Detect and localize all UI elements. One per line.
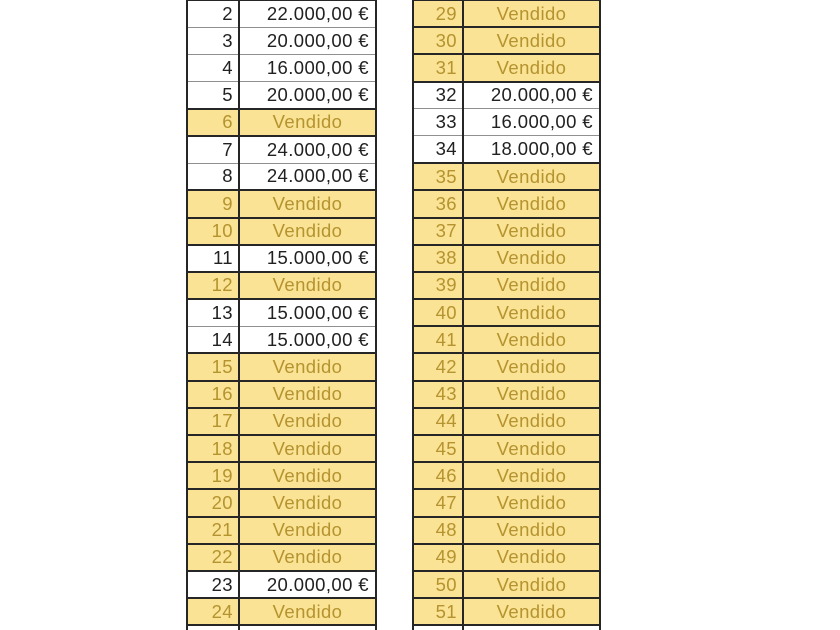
price-table-right-body — [413, 0, 600, 630]
price-value-cell[interactable] — [463, 625, 600, 630]
table-row — [413, 408, 600, 435]
sold-status-cell[interactable]: Vendido — [463, 517, 600, 544]
table-row — [413, 190, 600, 217]
sold-status-cell[interactable]: Vendido — [463, 462, 600, 489]
price-value-cell[interactable]: 20.000,00 € — [239, 82, 376, 109]
table-row — [187, 0, 376, 27]
sold-status-cell[interactable]: Vendido — [239, 109, 376, 136]
row-number-cell[interactable]: 42 — [413, 353, 463, 380]
table-row — [413, 109, 600, 136]
row-number-cell[interactable]: 31 — [413, 54, 463, 81]
price-value-cell[interactable]: 16.000,00 € — [463, 109, 600, 136]
sold-status-cell[interactable]: Vendido — [239, 489, 376, 516]
table-row — [187, 82, 376, 109]
row-number-cell[interactable]: 2 — [187, 0, 239, 27]
table-row — [187, 218, 376, 245]
table-row — [413, 299, 600, 326]
row-number-cell[interactable] — [413, 625, 463, 630]
sold-status-cell[interactable]: Vendido — [463, 245, 600, 272]
price-value-cell[interactable]: 24.000,00 € — [239, 136, 376, 163]
row-number-cell[interactable]: 39 — [413, 272, 463, 299]
table-row — [187, 326, 376, 353]
row-number-cell[interactable]: 19 — [187, 462, 239, 489]
row-number-cell[interactable]: 6 — [187, 109, 239, 136]
row-number-cell[interactable]: 35 — [413, 163, 463, 190]
row-number-cell[interactable]: 46 — [413, 462, 463, 489]
table-row — [413, 489, 600, 516]
table-row — [187, 571, 376, 598]
table-row — [413, 245, 600, 272]
row-number-cell[interactable]: 13 — [187, 299, 239, 326]
table-row — [187, 163, 376, 190]
table-row — [187, 190, 376, 217]
row-number-cell[interactable]: 44 — [413, 408, 463, 435]
table-row — [413, 381, 600, 408]
table-row — [413, 571, 600, 598]
row-number-cell[interactable]: 43 — [413, 381, 463, 408]
table-row — [187, 27, 376, 54]
sold-status-cell[interactable]: Vendido — [463, 54, 600, 81]
price-value-cell[interactable]: 15.000,00 € — [239, 245, 376, 272]
sold-status-cell[interactable]: Vendido — [239, 544, 376, 571]
table-row — [413, 136, 600, 163]
sold-status-cell[interactable]: Vendido — [239, 598, 376, 625]
table-row — [413, 625, 600, 630]
table-row — [413, 598, 600, 625]
table-row — [187, 272, 376, 299]
price-value-cell[interactable]: 20.000,00 € — [239, 571, 376, 598]
table-row — [413, 326, 600, 353]
row-number-cell[interactable]: 45 — [413, 435, 463, 462]
row-number-cell[interactable]: 49 — [413, 544, 463, 571]
table-row — [413, 462, 600, 489]
price-table-right — [412, 0, 601, 630]
row-number-cell[interactable]: 3 — [187, 27, 239, 54]
row-number-cell[interactable]: 47 — [413, 489, 463, 516]
price-value-cell[interactable]: 16.000,00 € — [239, 54, 376, 81]
row-number-cell[interactable]: 34 — [413, 136, 463, 163]
row-number-cell[interactable]: 23 — [187, 571, 239, 598]
row-number-cell[interactable]: 7 — [187, 136, 239, 163]
row-number-cell[interactable]: 17 — [187, 408, 239, 435]
table-row — [187, 408, 376, 435]
sold-status-cell[interactable]: Vendido — [463, 435, 600, 462]
row-number-cell[interactable]: 51 — [413, 598, 463, 625]
row-number-cell[interactable]: 24 — [187, 598, 239, 625]
table-row — [187, 625, 376, 630]
sold-status-cell[interactable]: Vendido — [463, 326, 600, 353]
sold-status-cell[interactable]: Vendido — [463, 272, 600, 299]
price-value-cell[interactable]: 18.000,00 € — [463, 136, 600, 163]
sold-status-cell[interactable]: Vendido — [239, 408, 376, 435]
row-number-cell[interactable]: 41 — [413, 326, 463, 353]
sold-status-cell[interactable]: Vendido — [239, 272, 376, 299]
row-number-cell[interactable]: 50 — [413, 571, 463, 598]
price-value-cell[interactable]: 20.000,00 € — [463, 82, 600, 109]
row-number-cell[interactable]: 40 — [413, 299, 463, 326]
sold-status-cell[interactable]: Vendido — [463, 27, 600, 54]
table-row — [413, 163, 600, 190]
row-number-cell[interactable]: 22 — [187, 544, 239, 571]
price-value-cell[interactable]: 20.000,00 € — [239, 27, 376, 54]
price-value-cell[interactable]: 15.000,00 € — [239, 299, 376, 326]
sold-status-cell[interactable]: Vendido — [463, 544, 600, 571]
table-row — [413, 272, 600, 299]
price-table-left — [186, 0, 377, 630]
price-value-cell[interactable]: 24.000,00 € — [239, 163, 376, 190]
row-number-cell[interactable]: 21 — [187, 517, 239, 544]
sold-status-cell[interactable]: Vendido — [239, 218, 376, 245]
row-number-cell[interactable]: 20 — [187, 489, 239, 516]
sold-status-cell[interactable]: Vendido — [463, 381, 600, 408]
row-number-cell[interactable]: 38 — [413, 245, 463, 272]
table-row — [413, 544, 600, 571]
table-row — [413, 353, 600, 380]
row-number-cell[interactable]: 8 — [187, 163, 239, 190]
table-row — [413, 218, 600, 245]
row-number-cell[interactable]: 33 — [413, 109, 463, 136]
row-number-cell[interactable]: 16 — [187, 381, 239, 408]
table-row — [187, 544, 376, 571]
row-number-cell[interactable]: 36 — [413, 190, 463, 217]
sold-status-cell[interactable]: Vendido — [239, 517, 376, 544]
sold-status-cell[interactable]: Vendido — [463, 190, 600, 217]
table-row — [413, 435, 600, 462]
sold-status-cell[interactable]: Vendido — [463, 163, 600, 190]
row-number-cell[interactable]: 11 — [187, 245, 239, 272]
row-number-cell[interactable]: 5 — [187, 82, 239, 109]
row-number-cell[interactable]: 9 — [187, 190, 239, 217]
row-number-cell[interactable] — [187, 625, 239, 630]
table-row — [187, 462, 376, 489]
sold-status-cell[interactable]: Vendido — [463, 0, 600, 27]
table-row — [413, 0, 600, 27]
row-number-cell[interactable]: 14 — [187, 326, 239, 353]
price-value-cell[interactable]: 22.000,00 € — [239, 0, 376, 27]
table-row — [187, 598, 376, 625]
table-row — [187, 489, 376, 516]
table-row — [187, 109, 376, 136]
sold-status-cell[interactable]: Vendido — [239, 381, 376, 408]
sold-status-cell[interactable]: Vendido — [239, 190, 376, 217]
sold-status-cell[interactable]: Vendido — [239, 435, 376, 462]
table-row — [187, 353, 376, 380]
table-row — [187, 245, 376, 272]
row-number-cell[interactable]: 48 — [413, 517, 463, 544]
row-number-cell[interactable]: 32 — [413, 82, 463, 109]
price-value-cell[interactable] — [239, 625, 376, 630]
row-number-cell[interactable]: 15 — [187, 353, 239, 380]
sold-status-cell[interactable]: Vendido — [239, 462, 376, 489]
row-number-cell[interactable]: 30 — [413, 27, 463, 54]
row-number-cell[interactable]: 29 — [413, 0, 463, 27]
table-row — [413, 517, 600, 544]
row-number-cell[interactable]: 4 — [187, 54, 239, 81]
sold-status-cell[interactable]: Vendido — [463, 408, 600, 435]
price-value-cell[interactable]: 15.000,00 € — [239, 326, 376, 353]
sold-status-cell[interactable]: Vendido — [463, 489, 600, 516]
table-row — [187, 299, 376, 326]
table-row — [413, 54, 600, 81]
table-row — [187, 381, 376, 408]
row-number-cell[interactable]: 37 — [413, 218, 463, 245]
table-row — [413, 82, 600, 109]
price-table-left-body — [187, 0, 376, 630]
sold-status-cell[interactable]: Vendido — [463, 299, 600, 326]
table-row — [187, 136, 376, 163]
table-row — [413, 27, 600, 54]
row-number-cell[interactable]: 12 — [187, 272, 239, 299]
row-number-cell[interactable]: 10 — [187, 218, 239, 245]
sold-status-cell[interactable]: Vendido — [463, 353, 600, 380]
sold-status-cell[interactable]: Vendido — [463, 571, 600, 598]
row-number-cell[interactable]: 18 — [187, 435, 239, 462]
sold-status-cell[interactable]: Vendido — [463, 218, 600, 245]
table-row — [187, 54, 376, 81]
table-row — [187, 435, 376, 462]
sold-status-cell[interactable]: Vendido — [463, 598, 600, 625]
sold-status-cell[interactable]: Vendido — [239, 353, 376, 380]
table-row — [187, 517, 376, 544]
